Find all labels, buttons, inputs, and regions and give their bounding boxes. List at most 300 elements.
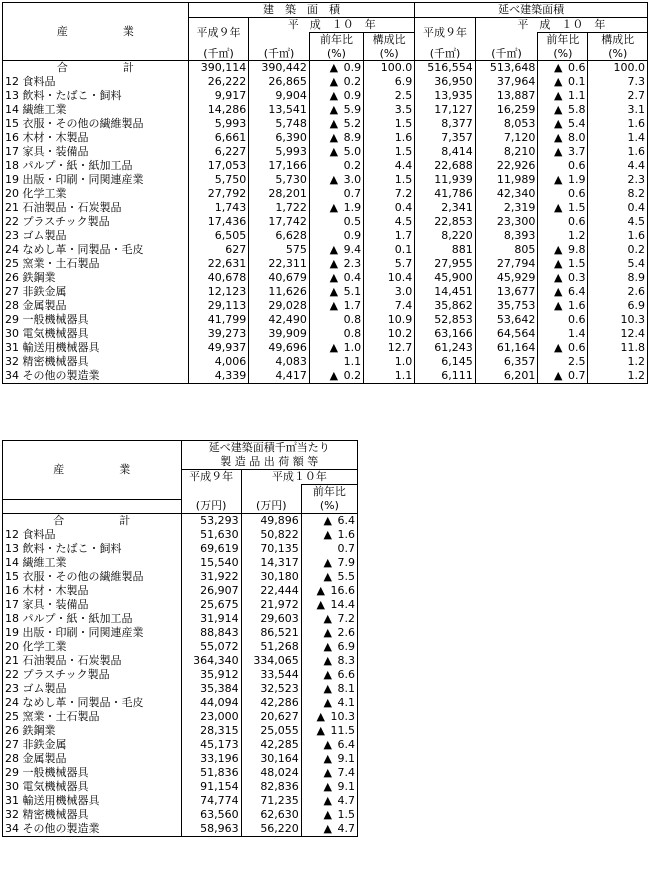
area-h10: 28,201 <box>249 187 310 201</box>
floor-area-h9: 8,377 <box>415 117 476 131</box>
h9-header: 平成９年 <box>415 18 476 48</box>
yoy-value: 14.4 <box>330 597 355 611</box>
floor-area-h10: 16,259 <box>475 103 538 117</box>
h10-header: 平成１０年 <box>241 470 357 485</box>
area-share: 5.7 <box>364 257 415 271</box>
table-row <box>3 696 358 710</box>
industry-name: 28 金属製品 <box>3 299 189 313</box>
shipment-h10: 334,065 <box>241 654 301 668</box>
table-row <box>3 808 358 822</box>
area-h9: 627 <box>188 243 249 257</box>
area-share: 3.0 <box>364 285 415 299</box>
shipment-h10: 29,603 <box>241 612 301 626</box>
shipment-yoy <box>301 612 357 626</box>
decrease-triangle-icon: ▲ <box>553 341 563 354</box>
table-row <box>3 584 358 598</box>
industry-name: 27 非鉄金属 <box>3 738 182 752</box>
table-row <box>3 201 648 215</box>
yoy-value: 5.9 <box>343 103 362 116</box>
floor-area-share: 7.3 <box>588 75 648 89</box>
industry-name: 15 衣服・その他の繊維製品 <box>3 570 182 584</box>
floor-area-share: 2.7 <box>588 89 648 103</box>
decrease-triangle-icon: ▲ <box>323 765 332 779</box>
decrease-triangle-icon: ▲ <box>329 89 339 102</box>
yoy-value: 5.1 <box>343 285 362 298</box>
shipment-yoy <box>301 780 357 794</box>
table-row <box>3 215 648 229</box>
floor-area-h9: 22,688 <box>415 159 476 173</box>
building-area-header: 建 築 面 積 <box>188 3 414 18</box>
industry-name: 32 精密機械器具 <box>3 808 182 822</box>
floor-area-h10: 35,753 <box>475 299 538 313</box>
industry-name: 31 輸送用機械器具 <box>3 794 182 808</box>
floor-area-yoy <box>538 243 588 257</box>
yoy-value: 1.5 <box>337 807 355 821</box>
floor-area-h10: 805 <box>475 243 538 257</box>
shipment-h9: 88,843 <box>181 626 241 640</box>
floor-area-yoy <box>538 355 588 369</box>
decrease-triangle-icon: ▲ <box>323 555 332 569</box>
decrease-triangle-icon: ▲ <box>329 271 339 284</box>
table-row <box>3 794 358 808</box>
area-h9: 6,227 <box>188 145 249 159</box>
industry-name: 20 化学工業 <box>3 187 189 201</box>
unit-label: (千㎡) <box>188 47 249 61</box>
area-h9: 12,123 <box>188 285 249 299</box>
industry-name: 18 パルプ・紙・紙加工品 <box>3 612 182 626</box>
area-h9: 17,053 <box>188 159 249 173</box>
floor-area-h10: 37,964 <box>475 75 538 89</box>
industry-name: 34 その他の製造業 <box>3 822 182 837</box>
shipment-yoy <box>301 556 357 570</box>
yoy-value: 7.4 <box>337 765 355 779</box>
table-row <box>3 299 648 313</box>
floor-area-h9: 6,111 <box>415 369 476 384</box>
shipment-h10: 14,317 <box>241 556 301 570</box>
table-row <box>3 724 358 738</box>
area-h9: 4,006 <box>188 355 249 369</box>
floor-area-yoy <box>538 327 588 341</box>
area-yoy <box>309 173 363 187</box>
area-h10: 5,748 <box>249 117 310 131</box>
floor-area-yoy <box>538 299 588 313</box>
table-row <box>3 640 358 654</box>
yoy-value: 0.2 <box>343 159 362 172</box>
decrease-triangle-icon: ▲ <box>323 779 332 793</box>
share-header: 構成比 <box>364 33 415 48</box>
area-yoy <box>309 145 363 159</box>
yoy-value: 2.5 <box>567 355 586 368</box>
floor-area-h10: 42,340 <box>475 187 538 201</box>
area-h10: 39,909 <box>249 327 310 341</box>
area-share: 100.0 <box>364 61 415 76</box>
area-share: 1.5 <box>364 117 415 131</box>
shipment-yoy <box>301 752 357 766</box>
floor-area-yoy <box>538 271 588 285</box>
yoy-value: 6.6 <box>337 667 355 681</box>
floor-area-share: 0.4 <box>588 201 648 215</box>
yoy-value: 1.9 <box>343 201 362 214</box>
shipment-h9: 74,774 <box>181 794 241 808</box>
decrease-triangle-icon: ▲ <box>553 89 563 102</box>
area-share: 1.5 <box>364 145 415 159</box>
yoy-value: 1.4 <box>567 327 586 340</box>
decrease-triangle-icon: ▲ <box>553 61 563 74</box>
shipment-h10: 62,630 <box>241 808 301 822</box>
shipment-h10: 56,220 <box>241 822 301 837</box>
table-row <box>3 355 648 369</box>
shipment-h9: 91,154 <box>181 780 241 794</box>
table-row <box>3 556 358 570</box>
floor-area-h10: 23,300 <box>475 215 538 229</box>
decrease-triangle-icon: ▲ <box>323 737 332 751</box>
decrease-triangle-icon: ▲ <box>323 807 332 821</box>
area-share: 10.4 <box>364 271 415 285</box>
floor-area-yoy <box>538 103 588 117</box>
floor-area-yoy <box>538 215 588 229</box>
area-yoy <box>309 313 363 327</box>
shipment-h10: 86,521 <box>241 626 301 640</box>
floor-area-h9: 8,220 <box>415 229 476 243</box>
yoy-value: 5.5 <box>337 569 355 583</box>
shipment-h9: 28,315 <box>181 724 241 738</box>
shipment-h9: 45,173 <box>181 738 241 752</box>
yoy-value: 9.4 <box>343 243 362 256</box>
floor-area-share: 2.3 <box>588 173 648 187</box>
shipment-h10: 25,055 <box>241 724 301 738</box>
area-share: 6.9 <box>364 75 415 89</box>
area-h9: 49,937 <box>188 341 249 355</box>
yoy-value: 0.9 <box>343 61 362 74</box>
shipment-h10: 50,822 <box>241 528 301 542</box>
floor-area-yoy <box>538 341 588 355</box>
yoy-value: 9.1 <box>337 751 355 765</box>
floor-area-share: 1.4 <box>588 131 648 145</box>
floor-area-h9: 35,862 <box>415 299 476 313</box>
floor-area-share: 5.4 <box>588 257 648 271</box>
area-share: 0.4 <box>364 201 415 215</box>
yoy-value: 10.3 <box>330 709 355 723</box>
shipment-h9: 31,922 <box>181 570 241 584</box>
table-row <box>3 313 648 327</box>
floor-area-h9: 22,853 <box>415 215 476 229</box>
industry-name: 13 飲料・たばこ・飼料 <box>3 542 182 556</box>
decrease-triangle-icon: ▲ <box>553 369 563 382</box>
decrease-triangle-icon: ▲ <box>323 793 332 807</box>
area-h10: 13,541 <box>249 103 310 117</box>
industry-column-header: 産 業 <box>3 441 182 500</box>
table-row <box>3 626 358 640</box>
table-row <box>3 822 358 837</box>
table-row <box>3 682 358 696</box>
yoy-value: 5.2 <box>343 117 362 130</box>
yoy-value: 3.0 <box>343 173 362 186</box>
yoy-value: 8.9 <box>343 131 362 144</box>
table-row <box>3 513 358 528</box>
decrease-triangle-icon: ▲ <box>553 299 563 312</box>
floor-area-h10: 8,053 <box>475 117 538 131</box>
industry-name: 23 ゴム製品 <box>3 682 182 696</box>
floor-area-yoy <box>538 229 588 243</box>
floor-area-h10: 11,989 <box>475 173 538 187</box>
floor-area-yoy <box>538 187 588 201</box>
floor-area-h9: 13,935 <box>415 89 476 103</box>
yoy-value: 0.8 <box>343 313 362 326</box>
decrease-triangle-icon: ▲ <box>329 117 339 130</box>
area-h9: 5,750 <box>188 173 249 187</box>
area-yoy <box>309 75 363 89</box>
yoy-value: 0.7 <box>343 187 362 200</box>
yoy-value: 0.7 <box>337 541 355 555</box>
floor-area-share: 10.3 <box>588 313 648 327</box>
yoy-value: 0.6 <box>567 61 586 74</box>
industry-name: 21 石油製品・石炭製品 <box>3 201 189 215</box>
area-share: 1.5 <box>364 173 415 187</box>
shipment-yoy <box>301 640 357 654</box>
industry-name: 25 窯業・土石製品 <box>3 710 182 724</box>
yoy-value: 4.7 <box>337 821 355 835</box>
decrease-triangle-icon: ▲ <box>329 75 339 88</box>
yoy-value: 7.9 <box>337 555 355 569</box>
floor-area-h10: 45,929 <box>475 271 538 285</box>
area-h10: 6,628 <box>249 229 310 243</box>
area-h9: 29,113 <box>188 299 249 313</box>
area-yoy <box>309 271 363 285</box>
decrease-triangle-icon: ▲ <box>329 369 339 382</box>
yoy-value: 0.9 <box>343 89 362 102</box>
table-row <box>3 327 648 341</box>
area-share: 12.7 <box>364 341 415 355</box>
area-h10: 4,417 <box>249 369 310 384</box>
shipment-h9: 31,914 <box>181 612 241 626</box>
yoy-value: 0.4 <box>343 271 362 284</box>
floor-area-yoy <box>538 89 588 103</box>
yoy-value: 8.1 <box>337 681 355 695</box>
industry-name: 18 パルプ・紙・紙加工品 <box>3 159 189 173</box>
decrease-triangle-icon: ▲ <box>323 569 332 583</box>
floor-area-h9: 45,900 <box>415 271 476 285</box>
table-row <box>3 61 648 76</box>
industry-name: 22 プラスチック製品 <box>3 668 182 682</box>
yoy-value: 0.8 <box>343 327 362 340</box>
floor-area-h9: 516,554 <box>415 61 476 76</box>
decrease-triangle-icon: ▲ <box>316 709 325 723</box>
area-h9: 1,743 <box>188 201 249 215</box>
area-h9: 6,661 <box>188 131 249 145</box>
floor-area-h10: 6,201 <box>475 369 538 384</box>
shipment-h10: 30,180 <box>241 570 301 584</box>
shipment-yoy <box>301 570 357 584</box>
floor-area-share: 1.6 <box>588 145 648 159</box>
shipment-h9: 69,619 <box>181 542 241 556</box>
unit-label: (%) <box>588 47 648 61</box>
industry-name: 16 木材・木製品 <box>3 584 182 598</box>
area-h9: 4,339 <box>188 369 249 384</box>
floor-area-h9: 52,853 <box>415 313 476 327</box>
yoy-value: 1.1 <box>567 89 586 102</box>
area-yoy <box>309 159 363 173</box>
floor-area-share: 100.0 <box>588 61 648 76</box>
industry-name: 22 プラスチック製品 <box>3 215 189 229</box>
shipment-per-area-table <box>2 440 358 837</box>
industry-name: 31 輸送用機械器具 <box>3 341 189 355</box>
shipment-h9: 33,196 <box>181 752 241 766</box>
yoy-value: 1.7 <box>343 299 362 312</box>
yoy-value: 16.6 <box>330 583 355 597</box>
yoy-value: 6.4 <box>567 285 586 298</box>
area-h10: 390,442 <box>249 61 310 76</box>
area-share: 10.2 <box>364 327 415 341</box>
shipment-h9: 26,907 <box>181 584 241 598</box>
yoy-value: 1.5 <box>567 201 586 214</box>
table-row <box>3 528 358 542</box>
area-yoy <box>309 215 363 229</box>
shipment-yoy <box>301 513 357 528</box>
area-yoy <box>309 243 363 257</box>
area-share: 3.5 <box>364 103 415 117</box>
decrease-triangle-icon: ▲ <box>323 695 332 709</box>
floor-area-yoy <box>538 313 588 327</box>
shipment-h9: 51,630 <box>181 528 241 542</box>
shipment-h10: 21,972 <box>241 598 301 612</box>
area-h10: 17,166 <box>249 159 310 173</box>
total-floor-area-header: 延べ建築面積 <box>415 3 648 18</box>
h9-header: 平成９年 <box>188 18 249 48</box>
floor-area-share: 3.1 <box>588 103 648 117</box>
floor-area-h10: 6,357 <box>475 355 538 369</box>
floor-area-share: 0.2 <box>588 243 648 257</box>
area-share: 0.1 <box>364 243 415 257</box>
decrease-triangle-icon: ▲ <box>323 653 332 667</box>
yoy-value: 5.4 <box>567 117 586 130</box>
area-yoy <box>309 117 363 131</box>
unit-label: (万円) <box>241 499 301 513</box>
floor-area-h9: 17,127 <box>415 103 476 117</box>
shipment-h10: 49,896 <box>241 513 301 528</box>
floor-area-h9: 36,950 <box>415 75 476 89</box>
floor-area-share: 1.6 <box>588 117 648 131</box>
decrease-triangle-icon: ▲ <box>323 611 332 625</box>
decrease-triangle-icon: ▲ <box>323 527 332 541</box>
table-row <box>3 145 648 159</box>
shipment-h9: 63,560 <box>181 808 241 822</box>
table-row <box>3 187 648 201</box>
table-row <box>3 752 358 766</box>
decrease-triangle-icon: ▲ <box>316 583 325 597</box>
table-row <box>3 89 648 103</box>
yoy-value: 0.2 <box>343 75 362 88</box>
industry-name: 20 化学工業 <box>3 640 182 654</box>
area-yoy <box>309 201 363 215</box>
area-h10: 6,390 <box>249 131 310 145</box>
h9-header: 平成９年 <box>181 470 241 500</box>
area-h10: 22,311 <box>249 257 310 271</box>
decrease-triangle-icon: ▲ <box>553 145 563 158</box>
floor-area-share: 11.8 <box>588 341 648 355</box>
area-yoy <box>309 299 363 313</box>
industry-name: 30 電気機械器具 <box>3 327 189 341</box>
area-share: 4.4 <box>364 159 415 173</box>
shipment-h10: 22,444 <box>241 584 301 598</box>
shipment-yoy <box>301 710 357 724</box>
floor-area-share: 8.9 <box>588 271 648 285</box>
yoy-value: 0.9 <box>343 229 362 242</box>
industry-name: 34 その他の製造業 <box>3 369 189 384</box>
decrease-triangle-icon: ▲ <box>323 625 332 639</box>
industry-name: 24 なめし革・同製品・毛皮 <box>3 696 182 710</box>
shipment-h10: 33,544 <box>241 668 301 682</box>
area-share: 7.2 <box>364 187 415 201</box>
industry-name: 17 家具・装備品 <box>3 598 182 612</box>
shipment-yoy <box>301 528 357 542</box>
yoy-value: 0.5 <box>343 215 362 228</box>
floor-area-yoy <box>538 145 588 159</box>
decrease-triangle-icon: ▲ <box>329 131 339 144</box>
table-row <box>3 243 648 257</box>
floor-area-yoy <box>538 257 588 271</box>
shipment-header-line2: 製 造 品 出 荷 額 等 <box>181 455 358 470</box>
yoy-value: 3.7 <box>567 145 586 158</box>
floor-area-share: 1.2 <box>588 369 648 384</box>
unit-label: (万円) <box>181 499 241 513</box>
table-row <box>3 103 648 117</box>
decrease-triangle-icon: ▲ <box>553 173 563 186</box>
shipment-h9: 58,963 <box>181 822 241 837</box>
table-row <box>3 117 648 131</box>
yoy-value: 2.3 <box>343 257 362 270</box>
decrease-triangle-icon: ▲ <box>329 201 339 214</box>
decrease-triangle-icon: ▲ <box>323 639 332 653</box>
decrease-triangle-icon: ▲ <box>553 257 563 270</box>
yoy-value: 0.2 <box>343 369 362 382</box>
table-row <box>3 229 648 243</box>
yoy-value: 1.9 <box>567 173 586 186</box>
area-h10: 49,696 <box>249 341 310 355</box>
decrease-triangle-icon: ▲ <box>329 103 339 116</box>
industry-name: 26 鉄鋼業 <box>3 271 189 285</box>
yoy-value: 4.7 <box>337 793 355 807</box>
h10-header: 平 成 １０ 年 <box>475 18 647 33</box>
shipment-yoy <box>301 766 357 780</box>
table-row <box>3 710 358 724</box>
shipment-h10: 42,286 <box>241 696 301 710</box>
industry-name: 16 木材・木製品 <box>3 131 189 145</box>
area-h10: 575 <box>249 243 310 257</box>
area-h10: 17,742 <box>249 215 310 229</box>
decrease-triangle-icon: ▲ <box>553 243 563 256</box>
floor-area-h9: 6,145 <box>415 355 476 369</box>
floor-area-h10: 13,887 <box>475 89 538 103</box>
table-row <box>3 612 358 626</box>
industry-name: 合 計 <box>3 513 182 528</box>
decrease-triangle-icon: ▲ <box>553 117 563 130</box>
table-row <box>3 780 358 794</box>
floor-area-share: 1.6 <box>588 229 648 243</box>
yoy-value: 0.6 <box>567 313 586 326</box>
yoy-value: 1.6 <box>337 527 355 541</box>
area-yoy <box>309 61 363 76</box>
yoy-value: 9.8 <box>567 243 586 256</box>
area-h9: 41,799 <box>188 313 249 327</box>
shipment-yoy <box>301 682 357 696</box>
table-row <box>3 159 648 173</box>
unit-label: (%) <box>538 47 588 61</box>
table-row <box>3 542 358 556</box>
shipment-h9: 35,384 <box>181 682 241 696</box>
yoy-value: 1.5 <box>567 257 586 270</box>
area-yoy <box>309 257 363 271</box>
unit-label: (%) <box>309 47 363 61</box>
